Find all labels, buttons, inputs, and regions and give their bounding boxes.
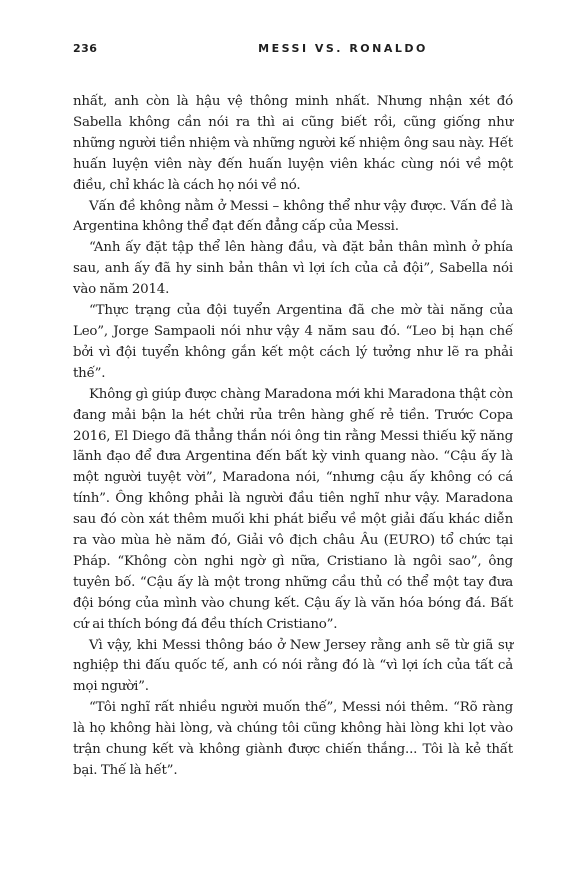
paragraph: Vấn đề không nằm ở Messi – không thể như vậy được. Vấn đề là Argentina không thể đạt đến đẳng cấp của Messi. bbox=[73, 198, 513, 235]
running-header bbox=[73, 42, 513, 62]
paragraph: nhất, anh còn là hậu vệ thông minh nhất. Nhưng nhận xét đó Sabella không cần nói ra thì ai cũng biết rồi, cũng giống như những người tiền nhiệm và những người kế nhiệm ông sau này. Hết huấn luyện viên này đến huấn luyện viên khác cùng nói về một điều, chỉ khác là cách họ nói về nó. bbox=[73, 94, 513, 193]
page-number: 236 bbox=[73, 42, 98, 55]
paragraph: Không gì giúp được chàng Maradona mới khi Maradona thật còn đang mải bận la hét chửi rủa trên hàng ghế rẻ tiền. Trước Copa 2016, El Diego đã thẳng thắn nói ông tin rằng Messi thiếu kỹ năng lãnh đạo để đưa Argentina đến bất kỳ vinh quang nào. “Cậu ấy là một người tuyệt vời”, Maradona nói, “nhưng cậu ấy không có cá tính”. Ông không phải là người đầu tiên nghĩ như vậy. Maradona sau đó còn xát thêm muối khi phát biểu về một giải đấu khác diễn ra vào mùa hè năm đó, Giải vô địch châu Âu (EURO) tổ chức tại Pháp. “Không còn nghi ngờ gì nữa, Cristiano là ngôi sao”, ông tuyên bố. “Cậu ấy là một trong những cầu thủ có thể một tay đưa đội bóng của mình vào chung kết. Cậu ấy là văn hóa bóng đá. Bất cứ ai thích bóng đá đều thích Cristiano”. bbox=[73, 386, 513, 632]
paragraph: “Thực trạng của đội tuyển Argentina đã che mờ tài năng của Leo”, Jorge Sampaoli nói như vậy 4 năm sau đó. “Leo bị hạn chế bởi vì đội tuyển không gắn kết một cách lý tưởng như lẽ ra phải thế”. bbox=[73, 303, 513, 381]
paragraph: “Anh ấy đặt tập thể lên hàng đầu, và đặt bản thân mình ở phía sau, anh ấy đã hy sinh bản thân vì lợi ích của cả đội”, Sabella nói vào năm 2014. bbox=[73, 240, 513, 298]
body-text bbox=[73, 92, 513, 782]
book-title: MESSI VS. RONALDO bbox=[258, 42, 428, 55]
paragraph: “Tôi nghĩ rất nhiều người muốn thế”, Messi nói thêm. “Rõ ràng là họ không hài lòng, và chúng tôi cũng không hài lòng khi lọt vào trận chung kết và không giành được chiến thắng... Tôi là kẻ thất bại. Thế là hết”. bbox=[73, 700, 513, 778]
paragraph: Vì vậy, khi Messi thông báo ở New Jersey rằng anh sẽ từ giã sự nghiệp thi đấu quốc tế, anh có nói rằng đó là “vì lợi ích của tất cả mọi người”. bbox=[73, 637, 513, 695]
